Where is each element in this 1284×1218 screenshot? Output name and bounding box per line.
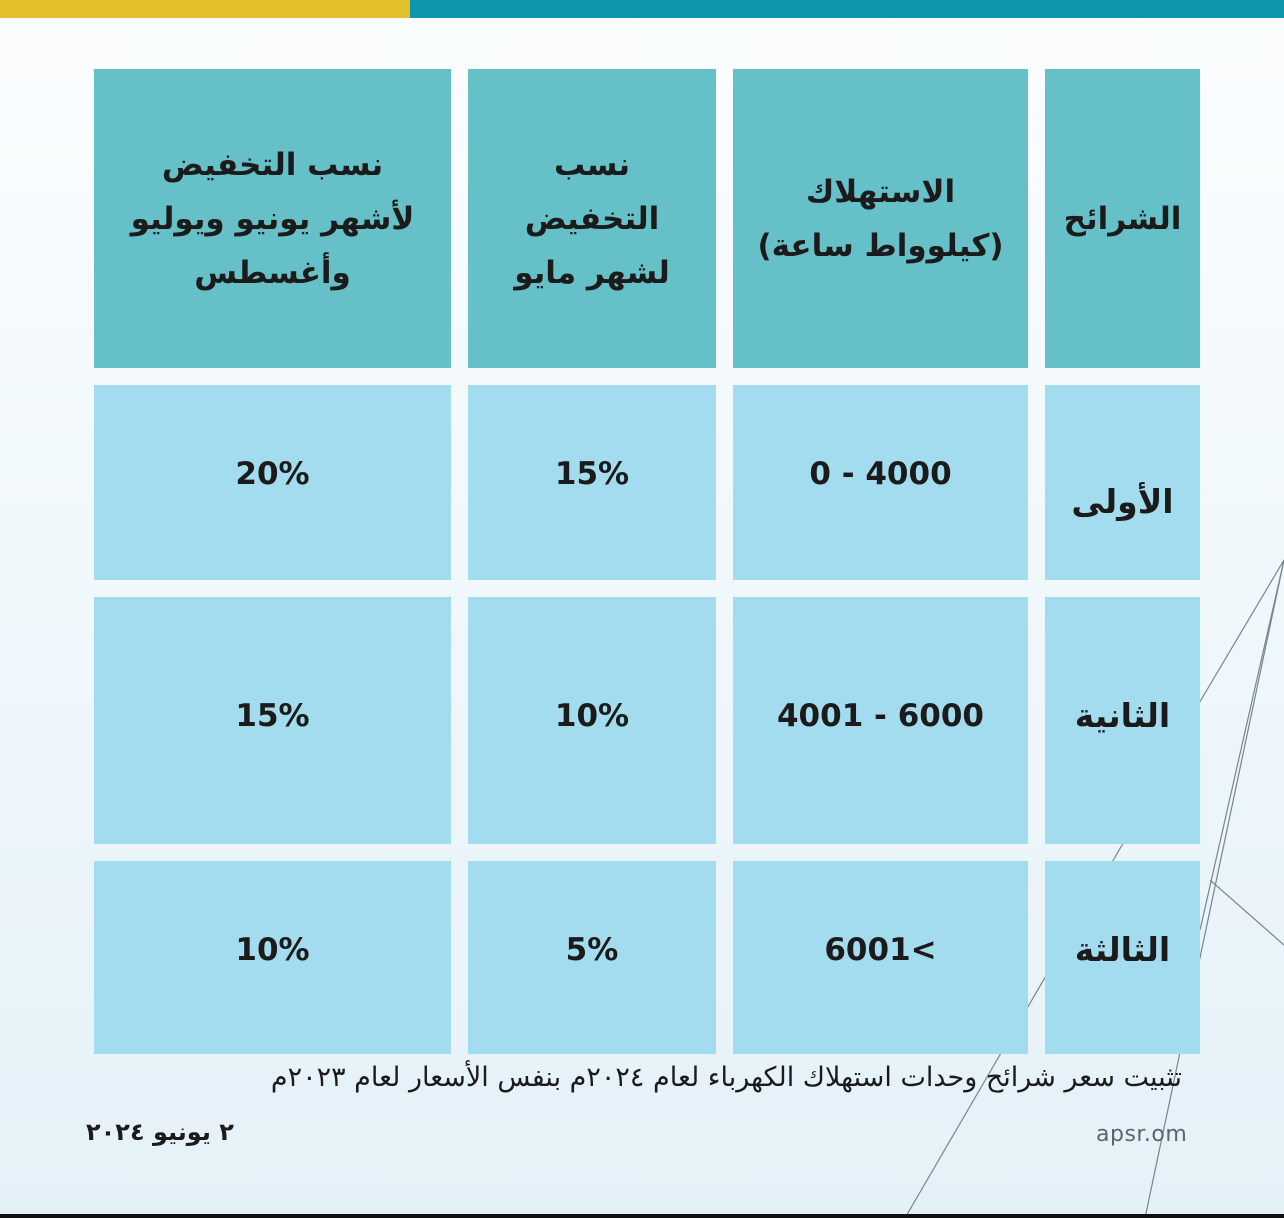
table-row-2-summer [94,597,451,844]
footer-note: تثبيت سعر شرائح وحدات استهلاك الكهرباء لعام ٢٠٢٤م بنفس الأسعار لعام ٢٠٢٣م [270,1062,1182,1093]
header-consumption [733,69,1028,368]
header-may-discount [468,69,716,368]
may-discount-value: 15% [554,455,630,492]
table-row-3-consumption [733,861,1028,1054]
table-row-1-consumption [733,385,1028,580]
summer-discount-value: 20% [235,455,310,492]
header-consumption-label: الاستهلاك (كيلوواط ساعة) [757,173,1004,264]
table-row-1-summer [94,385,451,580]
consumption-range: 0 - 4000 [809,455,952,492]
header-summer-discount-label: نسب التخفيض لأشهر يونيو ويوليو وأغسطس [130,146,415,291]
table-row-3-tier [1045,861,1200,1054]
header-tiers [1045,69,1200,368]
consumption-range: 4001 - 6000 [776,697,984,734]
table-row-3-may [468,861,716,1054]
table-row-2-tier [1045,597,1200,844]
summer-discount-value: 15% [235,697,310,734]
may-discount-value: 5% [565,931,619,968]
tier-label: الثانية [1074,696,1171,735]
tier-label: الثالثة [1074,930,1171,969]
publication-date: ٢ يونيو ٢٠٢٤ [86,1118,234,1146]
table-row-1-tier [1045,385,1200,580]
header-may-discount-label: نسب التخفيض لشهر مايو [514,146,670,291]
may-discount-value: 10% [554,697,630,734]
consumption-range: 6001< [824,931,937,968]
table-row-3-summer [94,861,451,1054]
table-row-1-may [468,385,716,580]
website-link[interactable]: apsr.om [1096,1122,1188,1147]
tier-label: الأولى [1071,482,1174,521]
summer-discount-value: 10% [235,931,310,968]
table-row-2-consumption [733,597,1028,844]
header-summer-discount [94,69,451,368]
bottom-bar [0,1214,1284,1218]
table-row-2-may [468,597,716,844]
header-tiers-label: الشرائح [1063,200,1182,237]
